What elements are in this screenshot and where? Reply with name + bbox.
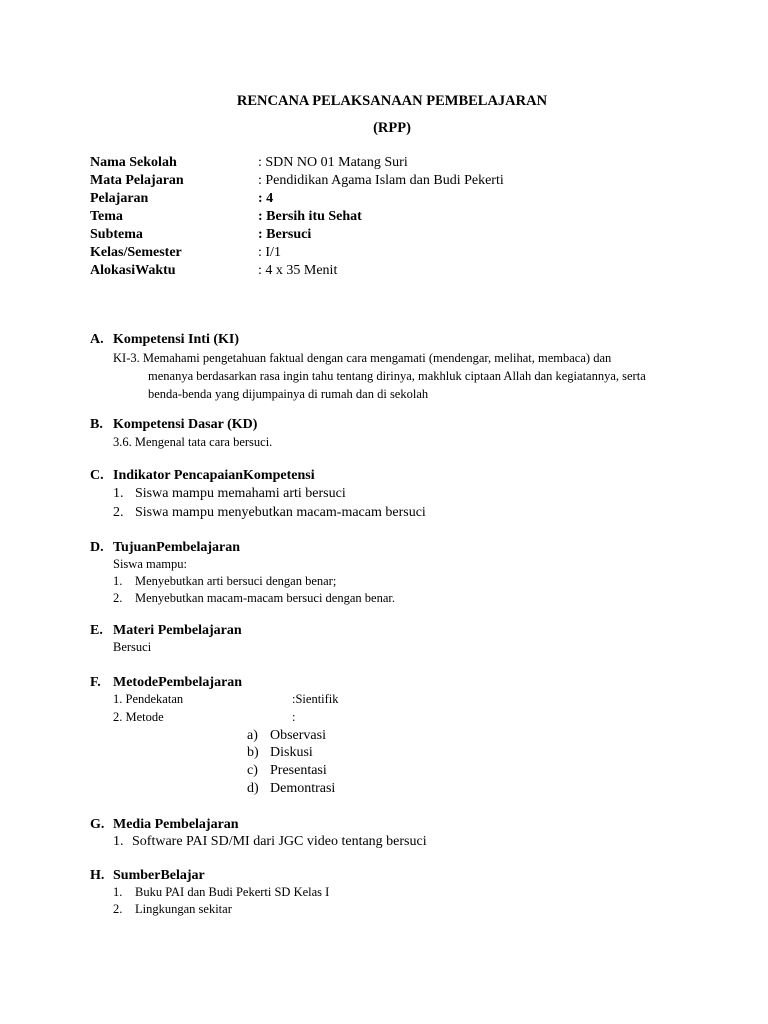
list-item: Lingkungan sekitar [135, 902, 232, 916]
list-item: Software PAI SD/MI dari JGC video tentang bersuci [132, 834, 427, 849]
list-number: 1. [113, 574, 123, 588]
list-item: Observasi [270, 728, 326, 743]
section-letter: B. [90, 417, 103, 432]
section-tujuan [90, 539, 395, 605]
section-materi [90, 622, 242, 654]
list-item: Siswa mampu memahami arti bersuci [135, 486, 346, 501]
list-item: Siswa mampu menyebutkan macam-macam bersuci [135, 505, 426, 520]
section-letter: C. [90, 468, 104, 483]
list-number: 2. [113, 505, 124, 520]
info-value: : I/1 [258, 245, 281, 260]
list-item: Menyebutkan arti bersuci dengan benar; [135, 574, 337, 588]
info-value: : 4 x 35 Menit [258, 263, 338, 278]
info-label: Pelajaran [90, 191, 149, 206]
list-number: 1. [113, 834, 124, 849]
list-number: a) [247, 728, 258, 743]
info-row-school [90, 154, 650, 172]
info-label: Tema [90, 209, 123, 224]
section-letter: A. [90, 332, 104, 347]
method-row-label: 1. Pendekatan [113, 692, 184, 706]
list-number: b) [247, 745, 259, 760]
info-value: : Bersuci [258, 227, 312, 242]
method-row-value: : [292, 710, 296, 724]
section-heading [90, 539, 240, 557]
section-media [90, 816, 427, 849]
list-number: d) [247, 781, 259, 796]
method-row-label: 2. Metode [113, 710, 164, 724]
section-kompetensi-dasar [90, 416, 273, 449]
info-label: Kelas/Semester [90, 245, 182, 260]
section-heading [90, 416, 257, 434]
section-title: TujuanPembelajaran [113, 540, 241, 555]
info-row-subtheme [90, 226, 650, 244]
list-item: Demontrasi [270, 781, 336, 796]
section-title: SumberBelajar [113, 868, 205, 883]
section-heading [90, 467, 315, 485]
info-row-subject [90, 172, 650, 190]
method-row-value: :Sientifik [292, 692, 339, 706]
info-value: : Pendidikan Agama Islam dan Budi Pekerti [258, 173, 504, 188]
paragraph-line: KI-3. Memahami pengetahuan faktual dengan cara mengamati (mendengar, melihat, membaca) dan [113, 351, 612, 365]
list-number: 2. [113, 591, 123, 605]
section-kompetensi-inti [90, 331, 646, 401]
list-number: 1. [113, 486, 124, 501]
section-letter: E. [90, 623, 103, 638]
section-letter: D. [90, 540, 104, 555]
info-row-time-allocation [90, 262, 650, 280]
paragraph-line: 3.6. Mengenal tata cara bersuci. [113, 435, 273, 449]
section-heading [90, 816, 239, 834]
section-heading [90, 331, 239, 349]
info-row-theme [90, 208, 650, 226]
paragraph-line: menanya berdasarkan rasa ingin tahu tentang dirinya, makhluk ciptaan Allah dan kegiatannya, serta [148, 369, 646, 383]
paragraph-line: Bersuci [113, 640, 152, 654]
info-value: : 4 [258, 191, 274, 206]
list-item: Buku PAI dan Budi Pekerti SD Kelas I [135, 885, 330, 899]
paragraph-line: benda-benda yang dijumpainya di rumah dan di sekolah [148, 387, 429, 401]
section-metode [90, 674, 339, 796]
info-row-class-semester [90, 244, 650, 262]
document-subtitle: (RPP) [373, 120, 411, 136]
section-title: Indikator PencapaianKompetensi [113, 468, 315, 483]
section-title: Kompetensi Dasar (KD) [113, 417, 258, 432]
info-label: AlokasiWaktu [90, 263, 176, 278]
info-value: : Bersih itu Sehat [258, 209, 362, 224]
info-row-lesson [90, 190, 650, 208]
section-letter: F. [90, 675, 101, 690]
section-letter: G. [90, 817, 105, 832]
list-item: Presentasi [270, 763, 327, 778]
document-title: RENCANA PELAKSANAAN PEMBELAJARAN [236, 93, 548, 109]
section-title: MetodePembelajaran [113, 675, 243, 690]
info-label: Mata Pelajaran [90, 173, 184, 188]
section-heading [90, 867, 205, 885]
paragraph-line: Siswa mampu: [113, 557, 187, 571]
section-letter: H. [90, 868, 105, 883]
section-title: Kompetensi Inti (KI) [113, 332, 239, 347]
info-label: Nama Sekolah [90, 155, 177, 170]
section-indikator [90, 467, 426, 520]
section-sumber [90, 867, 330, 916]
section-heading [90, 674, 242, 692]
section-title: Materi Pembelajaran [113, 623, 242, 638]
list-number: 2. [113, 902, 123, 916]
section-title: Media Pembelajaran [113, 817, 239, 832]
section-heading [90, 622, 242, 640]
info-label: Subtema [90, 227, 143, 242]
list-item: Diskusi [270, 745, 313, 760]
list-number: 1. [113, 885, 123, 899]
info-value: : SDN NO 01 Matang Suri [258, 155, 408, 170]
identity-table [90, 154, 650, 280]
list-item: Menyebutkan macam-macam bersuci dengan benar. [135, 591, 395, 605]
list-number: c) [247, 763, 258, 778]
